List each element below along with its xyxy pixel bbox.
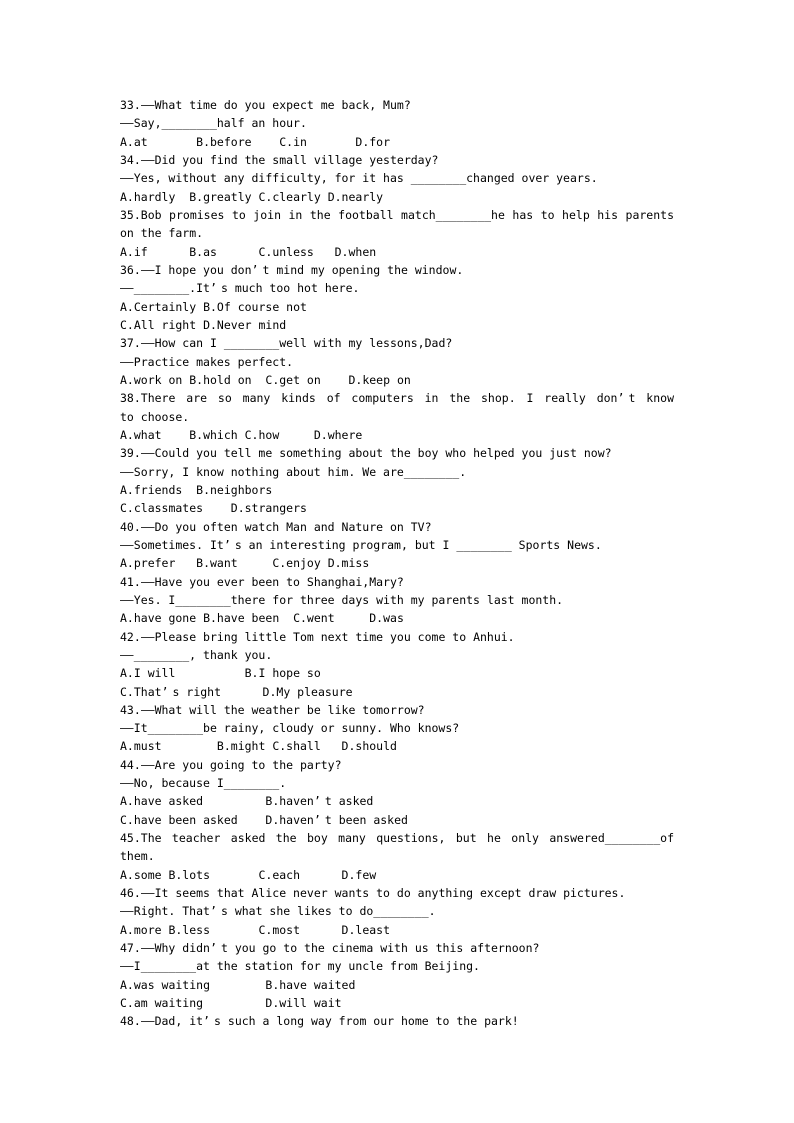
fullwidth-dash-glyph: — bbox=[120, 959, 134, 974]
text-line: —Yes. I________there for three days with my parents last month. bbox=[120, 591, 674, 609]
text-line: A.prefer B.want C.enjoy D.miss bbox=[120, 556, 370, 571]
text-line: —Yes, without any difficulty, for it has ________changed over years. bbox=[120, 169, 674, 187]
text-line: A.have gone B.have been C.went D.was bbox=[120, 611, 404, 626]
text-line: C.classmates D.strangers bbox=[120, 501, 307, 516]
fullwidth-apostrophe-glyph: ’ bbox=[313, 794, 321, 809]
text-line: —Say,________half an hour. bbox=[120, 114, 674, 132]
text-line: —Sometimes. It’ s an interesting program, but I ________ Sports News. bbox=[120, 536, 674, 554]
text-line: 41.—Have you ever been to Shanghai,Mary? bbox=[120, 573, 674, 591]
text-line: 44.—Are you going to the party? bbox=[120, 756, 674, 774]
text-line: 33.—What time do you expect me back, Mum? bbox=[120, 96, 674, 114]
text-line: on the farm. bbox=[120, 226, 204, 241]
fullwidth-apostrophe-glyph: ’ bbox=[251, 262, 259, 277]
fullwidth-dash-glyph: — bbox=[120, 171, 134, 186]
text-line: —It________be rainy, cloudy or sunny. Who knows? bbox=[120, 719, 674, 737]
fullwidth-apostrophe-glyph: ’ bbox=[313, 812, 321, 827]
text-line: C.All right D.Never mind bbox=[120, 317, 287, 332]
text-line: A.was waiting B.have waited bbox=[120, 977, 356, 992]
text-line: 42.—Please bring little Tom next time you come to Anhui. bbox=[120, 628, 674, 646]
text-line: 35.Bob promises to join in the football match________he has to help his parents bbox=[120, 207, 674, 222]
text-line: —Practice makes perfect. bbox=[120, 353, 674, 371]
text-line: A.at B.before C.in D.for bbox=[120, 134, 391, 149]
fullwidth-apostrophe-glyph: ’ bbox=[223, 537, 231, 552]
text-line: C.have been asked D.haven’ t been asked bbox=[120, 811, 674, 829]
text-line: A.more B.less C.most D.least bbox=[120, 922, 391, 937]
text-line: A.friends B.neighbors bbox=[120, 482, 273, 497]
fullwidth-dash-glyph: — bbox=[140, 152, 155, 167]
text-line: 37.—How can I ________well with my lessons,Dad? bbox=[120, 334, 674, 352]
text-line: —Sorry, I know nothing about him. We are________. bbox=[120, 463, 674, 481]
text-line: C.That’ s right D.My pleasure bbox=[120, 683, 674, 701]
fullwidth-dash-glyph: — bbox=[120, 116, 134, 131]
text-line: —No, because I________. bbox=[120, 774, 674, 792]
text-line: 39.—Could you tell me something about the boy who helped you just now? bbox=[120, 444, 674, 462]
text-line: A.some B.lots C.each D.few bbox=[120, 867, 377, 882]
text-line: 34.—Did you find the small village yesterday? bbox=[120, 151, 674, 169]
fullwidth-dash-glyph: — bbox=[120, 281, 134, 296]
text-line: A.have asked B.haven’ t asked bbox=[120, 792, 674, 810]
fullwidth-dash-glyph: — bbox=[120, 776, 134, 791]
fullwidth-dash-glyph: — bbox=[140, 446, 155, 461]
text-line: A.Certainly B.Of course not bbox=[120, 299, 307, 314]
fullwidth-dash-glyph: — bbox=[120, 354, 134, 369]
fullwidth-dash-glyph: — bbox=[140, 98, 155, 112]
fullwidth-dash-glyph: — bbox=[140, 629, 155, 644]
fullwidth-dash-glyph: — bbox=[140, 336, 155, 351]
fullwidth-dash-glyph: — bbox=[140, 941, 155, 956]
fullwidth-apostrophe-glyph: ’ bbox=[209, 904, 217, 919]
text-line: A.if B.as C.unless D.when bbox=[120, 244, 377, 259]
text-line: —________.It’ s much too hot here. bbox=[120, 279, 674, 297]
fullwidth-apostrophe-glyph: ’ bbox=[161, 684, 169, 699]
fullwidth-dash-glyph: — bbox=[140, 262, 155, 277]
text-line: 47.—Why didn’ t you go to the cinema with us this afternoon? bbox=[120, 939, 674, 957]
text-line: A.I will B.I hope so bbox=[120, 666, 321, 681]
fullwidth-dash-glyph: — bbox=[140, 519, 155, 534]
text-line: A.work on B.hold on C.get on D.keep on bbox=[120, 372, 411, 387]
fullwidth-dash-glyph: — bbox=[140, 1014, 155, 1029]
fullwidth-dash-glyph: — bbox=[140, 574, 155, 589]
fullwidth-dash-glyph: — bbox=[120, 537, 134, 552]
text-line: C.am waiting D.will wait bbox=[120, 996, 342, 1011]
fullwidth-dash-glyph: — bbox=[120, 904, 134, 919]
fullwidth-dash-glyph: — bbox=[120, 592, 134, 607]
fullwidth-dash-glyph: — bbox=[140, 757, 155, 772]
text-line: 43.—What will the weather be like tomorrow? bbox=[120, 701, 674, 719]
text-line: 45.The teacher asked the boy many questions, but he only answered________of bbox=[120, 831, 674, 846]
fullwidth-dash-glyph: — bbox=[120, 647, 134, 662]
text-line: 36.—I hope you don’ t mind my opening the window. bbox=[120, 261, 674, 279]
worksheet-text-block bbox=[120, 96, 674, 1031]
fullwidth-apostrophe-glyph: ’ bbox=[203, 1014, 210, 1029]
text-line: them. bbox=[120, 849, 155, 864]
text-line: —________, thank you. bbox=[120, 646, 674, 664]
text-line: 46.—It seems that Alice never wants to do anything except draw pictures. bbox=[120, 884, 674, 902]
fullwidth-apostrophe-glyph: ’ bbox=[209, 941, 217, 956]
fullwidth-dash-glyph: — bbox=[120, 464, 134, 479]
fullwidth-apostrophe-glyph: ’ bbox=[209, 281, 217, 296]
text-line: A.hardly B.greatly C.clearly D.nearly bbox=[120, 189, 384, 204]
text-line: A.must B.might C.shall D.should bbox=[120, 739, 397, 754]
text-line: 40.—Do you often watch Man and Nature on TV? bbox=[120, 518, 674, 536]
text-line: 48.—Dad, it’ s such a long way from our home to the park! bbox=[120, 1012, 674, 1030]
fullwidth-dash-glyph: — bbox=[140, 886, 155, 901]
fullwidth-dash-glyph: — bbox=[140, 702, 155, 717]
text-line: —Right. That’ s what she likes to do________. bbox=[120, 902, 674, 920]
text-line: —I________at the station for my uncle from Beijing. bbox=[120, 957, 674, 975]
fullwidth-dash-glyph: — bbox=[120, 721, 134, 736]
fullwidth-apostrophe-glyph: ’ bbox=[617, 391, 625, 406]
text-line: 38.There are so many kinds of computers in the shop. I really don’ t know bbox=[120, 389, 674, 407]
text-line: to choose. bbox=[120, 409, 190, 424]
text-line: A.what B.which C.how D.where bbox=[120, 427, 363, 442]
